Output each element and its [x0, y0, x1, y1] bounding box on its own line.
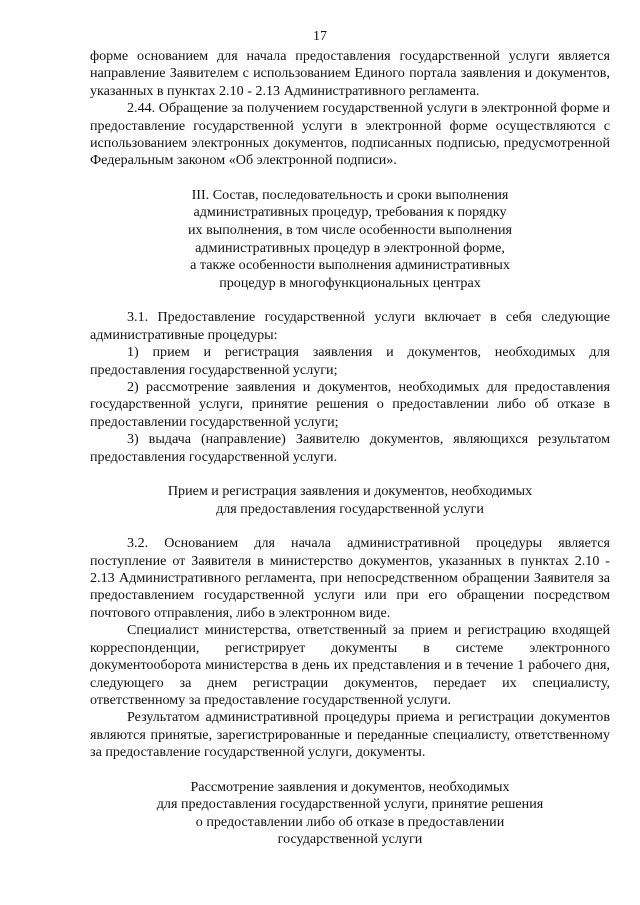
- list-item-1: 1) прием и регистрация заявления и документов, необходимых для предоставления государственной услуги;: [90, 344, 610, 378]
- heading-line: процедур в многофункциональных центрах: [219, 274, 481, 291]
- heading-line: а также особенности выполнения административных: [190, 257, 510, 274]
- heading-line: III. Состав, последовательность и сроки выполнения: [191, 186, 509, 203]
- paragraph-specialist: Специалист министерства, ответственный за прием и регистрацию входящей корреспонденции, регистрирует документы в системе электронного документооборота министерства в день их представления и в течение 1 рабочего дня, следующего за днем регистрации документов, передает их специалисту, ответственному за предоставление государственной услуги.: [90, 622, 610, 708]
- paragraph-result: Результатом административной процедуры приема и регистрации документов являются принятые, зарегистрированные и переданные специалисту, ответственному за предоставление государственной услуги, документы.: [90, 709, 610, 761]
- document-body: [90, 48, 610, 849]
- list-item-3: 3) выдача (направление) Заявителю документов, являющихся результатом предоставления государственной услуги.: [90, 431, 610, 465]
- heading-line: государственной услуги: [277, 831, 423, 848]
- subheading-reception: [90, 483, 610, 518]
- paragraph-3-2: 3.2. Основанием для начала административной процедуры является поступление от Заявителя в министерство документов, указанных в пунктах 2.10 - 2.13 Административного регламента, при непосредственном обращении Заявителя за предоставлением государственной услуги или при его обращении посредством почтового отправления, либо в электронном виде.: [90, 535, 610, 621]
- paragraph-continuation: форме основанием для начала предоставления государственной услуги является направление Заявителем с использованием Единого портала заявления и документов, указанных в пунктах 2.10 - 2.13 Административного регламента.: [90, 48, 610, 99]
- paragraph-2-44: 2.44. Обращение за получением государственной услуги в электронной форме и предоставление государственной услуги в электронной форме осуществляются с использованием электронных документов, подписанных подписью, предусмотренной Федеральным законом «Об электронной подписи».: [90, 100, 610, 169]
- heading-line: административных процедур в электронной форме,: [195, 239, 505, 256]
- page-number: 17: [313, 29, 327, 44]
- heading-line: для предоставления государственной услуги, принятие решения: [156, 796, 544, 813]
- subheading-consideration: [90, 779, 610, 849]
- heading-line: административных процедур, требования к порядку: [193, 204, 507, 221]
- heading-line: Рассмотрение заявления и документов, необходимых: [190, 778, 510, 795]
- heading-line: их выполнения, в том числе особенности выполнения: [188, 222, 512, 239]
- heading-line: Прием и регистрация заявления и документов, необходимых: [167, 483, 533, 500]
- heading-line: о предоставлении либо об отказе в предоставлении: [195, 813, 505, 830]
- heading-line: для предоставления государственной услуги: [216, 500, 484, 517]
- list-item-2: 2) рассмотрение заявления и документов, необходимых для предоставления государственной услуги, принятие решения о предоставлении либо об отказе в предоставлении государственной услуги;: [90, 379, 610, 430]
- paragraph-3-1: 3.1. Предоставление государственной услуги включает в себя следующие административные процедуры:: [90, 309, 610, 343]
- section-heading-iii: [90, 187, 610, 293]
